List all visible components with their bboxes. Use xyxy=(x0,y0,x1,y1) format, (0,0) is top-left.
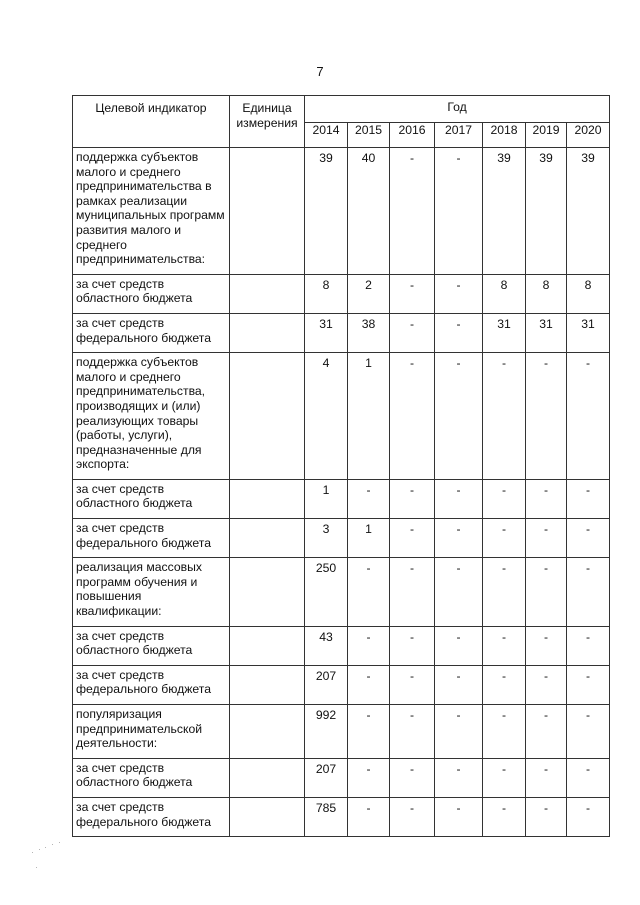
value-cell-2016: - xyxy=(390,479,435,518)
header-unit: Единица измерения xyxy=(230,96,305,148)
value-cell-2017: - xyxy=(435,353,483,480)
unit-cell xyxy=(230,797,305,836)
value-cell-2017: - xyxy=(435,797,483,836)
unit-cell xyxy=(230,758,305,797)
unit-cell xyxy=(230,274,305,313)
value-cell-2015: - xyxy=(348,797,390,836)
unit-cell xyxy=(230,626,305,665)
header-year-2015: 2015 xyxy=(348,123,390,148)
table-row xyxy=(73,353,610,480)
value-cell-2019: - xyxy=(526,705,567,759)
value-cell-2020: - xyxy=(567,797,610,836)
value-cell-2018: 8 xyxy=(483,274,526,313)
scan-noise xyxy=(30,838,70,868)
value-cell-2014: 250 xyxy=(305,558,348,626)
value-cell-2016: - xyxy=(390,705,435,759)
value-cell-2018: - xyxy=(483,705,526,759)
value-cell-2017: - xyxy=(435,665,483,704)
value-cell-2018: - xyxy=(483,558,526,626)
indicator-cell: реализация массовых программ обучения и повышения квалификации: xyxy=(73,558,230,626)
table-row xyxy=(73,274,610,313)
table-row xyxy=(73,479,610,518)
unit-cell xyxy=(230,479,305,518)
value-cell-2019: - xyxy=(526,665,567,704)
table-body xyxy=(73,148,610,837)
value-cell-2016: - xyxy=(390,558,435,626)
value-cell-2019: 39 xyxy=(526,148,567,275)
value-cell-2020: 8 xyxy=(567,274,610,313)
value-cell-2020: - xyxy=(567,665,610,704)
value-cell-2017: - xyxy=(435,626,483,665)
value-cell-2015: 2 xyxy=(348,274,390,313)
value-cell-2015: - xyxy=(348,665,390,704)
value-cell-2015: 38 xyxy=(348,313,390,352)
header-row-top xyxy=(73,96,610,123)
value-cell-2016: - xyxy=(390,758,435,797)
value-cell-2019: - xyxy=(526,519,567,558)
table-row xyxy=(73,148,610,275)
value-cell-2016: - xyxy=(390,274,435,313)
value-cell-2016: - xyxy=(390,313,435,352)
indicator-cell: за счет средств федерального бюджета xyxy=(73,665,230,704)
value-cell-2018: 39 xyxy=(483,148,526,275)
value-cell-2016: - xyxy=(390,797,435,836)
value-cell-2015: - xyxy=(348,479,390,518)
unit-cell xyxy=(230,558,305,626)
table-row xyxy=(73,519,610,558)
table-row xyxy=(73,758,610,797)
unit-cell xyxy=(230,519,305,558)
value-cell-2015: - xyxy=(348,558,390,626)
header-year-2019: 2019 xyxy=(526,123,567,148)
indicator-cell: за счет средств областного бюджета xyxy=(73,758,230,797)
indicator-cell: поддержка субъектов малого и среднего предпринимательства в рамках реализации муниципальных программ развития малого и среднего предпринимательства: xyxy=(73,148,230,275)
unit-cell xyxy=(230,313,305,352)
table-header xyxy=(73,96,610,148)
value-cell-2014: 3 xyxy=(305,519,348,558)
table-row xyxy=(73,705,610,759)
value-cell-2014: 207 xyxy=(305,758,348,797)
value-cell-2017: - xyxy=(435,148,483,275)
value-cell-2018: - xyxy=(483,519,526,558)
value-cell-2020: - xyxy=(567,758,610,797)
table-row xyxy=(73,313,610,352)
indicator-cell: за счет средств федерального бюджета xyxy=(73,519,230,558)
value-cell-2017: - xyxy=(435,479,483,518)
table-row xyxy=(73,626,610,665)
value-cell-2016: - xyxy=(390,519,435,558)
indicator-cell: за счет средств федерального бюджета xyxy=(73,313,230,352)
value-cell-2014: 8 xyxy=(305,274,348,313)
value-cell-2019: - xyxy=(526,558,567,626)
table-row xyxy=(73,665,610,704)
header-year-group: Год xyxy=(305,96,610,123)
value-cell-2019: - xyxy=(526,353,567,480)
table-row xyxy=(73,797,610,836)
value-cell-2017: - xyxy=(435,758,483,797)
unit-cell xyxy=(230,353,305,480)
page-number: 7 xyxy=(316,64,324,79)
indicator-cell: за счет средств областного бюджета xyxy=(73,626,230,665)
value-cell-2015: 40 xyxy=(348,148,390,275)
value-cell-2016: - xyxy=(390,353,435,480)
table-row xyxy=(73,558,610,626)
header-year-2017: 2017 xyxy=(435,123,483,148)
value-cell-2017: - xyxy=(435,519,483,558)
value-cell-2017: - xyxy=(435,313,483,352)
value-cell-2014: 43 xyxy=(305,626,348,665)
value-cell-2020: - xyxy=(567,626,610,665)
value-cell-2017: - xyxy=(435,705,483,759)
value-cell-2020: 31 xyxy=(567,313,610,352)
value-cell-2014: 785 xyxy=(305,797,348,836)
value-cell-2017: - xyxy=(435,274,483,313)
value-cell-2018: - xyxy=(483,665,526,704)
value-cell-2015: 1 xyxy=(348,519,390,558)
value-cell-2016: - xyxy=(390,665,435,704)
value-cell-2018: 31 xyxy=(483,313,526,352)
indicator-cell: за счет средств областного бюджета xyxy=(73,274,230,313)
value-cell-2020: - xyxy=(567,705,610,759)
value-cell-2019: - xyxy=(526,479,567,518)
value-cell-2019: - xyxy=(526,797,567,836)
value-cell-2019: - xyxy=(526,758,567,797)
value-cell-2015: - xyxy=(348,705,390,759)
value-cell-2015: - xyxy=(348,758,390,797)
value-cell-2016: - xyxy=(390,148,435,275)
value-cell-2018: - xyxy=(483,353,526,480)
value-cell-2015: - xyxy=(348,626,390,665)
value-cell-2018: - xyxy=(483,479,526,518)
value-cell-2014: 992 xyxy=(305,705,348,759)
indicator-cell: за счет средств областного бюджета xyxy=(73,479,230,518)
value-cell-2020: - xyxy=(567,353,610,480)
indicator-cell: поддержка субъектов малого и среднего предпринимательства, производящих и (или) реализующих товары (работы, услуги), предназначенные для экспорта: xyxy=(73,353,230,480)
value-cell-2020: - xyxy=(567,479,610,518)
value-cell-2018: - xyxy=(483,626,526,665)
value-cell-2020: - xyxy=(567,519,610,558)
value-cell-2017: - xyxy=(435,558,483,626)
header-year-2014: 2014 xyxy=(305,123,348,148)
header-year-2018: 2018 xyxy=(483,123,526,148)
value-cell-2020: - xyxy=(567,558,610,626)
value-cell-2019: 8 xyxy=(526,274,567,313)
header-year-2020: 2020 xyxy=(567,123,610,148)
value-cell-2014: 4 xyxy=(305,353,348,480)
value-cell-2018: - xyxy=(483,758,526,797)
value-cell-2019: - xyxy=(526,626,567,665)
value-cell-2019: 31 xyxy=(526,313,567,352)
value-cell-2014: 39 xyxy=(305,148,348,275)
header-year-2016: 2016 xyxy=(390,123,435,148)
indicator-cell: за счет средств федерального бюджета xyxy=(73,797,230,836)
header-indicator: Целевой индикатор xyxy=(73,96,230,148)
target-indicators-table xyxy=(72,95,610,837)
unit-cell xyxy=(230,705,305,759)
unit-cell xyxy=(230,148,305,275)
value-cell-2016: - xyxy=(390,626,435,665)
value-cell-2014: 31 xyxy=(305,313,348,352)
indicator-cell: популяризация предпринимательской деятельности: xyxy=(73,705,230,759)
unit-cell xyxy=(230,665,305,704)
value-cell-2014: 207 xyxy=(305,665,348,704)
value-cell-2014: 1 xyxy=(305,479,348,518)
value-cell-2020: 39 xyxy=(567,148,610,275)
value-cell-2015: 1 xyxy=(348,353,390,480)
value-cell-2018: - xyxy=(483,797,526,836)
